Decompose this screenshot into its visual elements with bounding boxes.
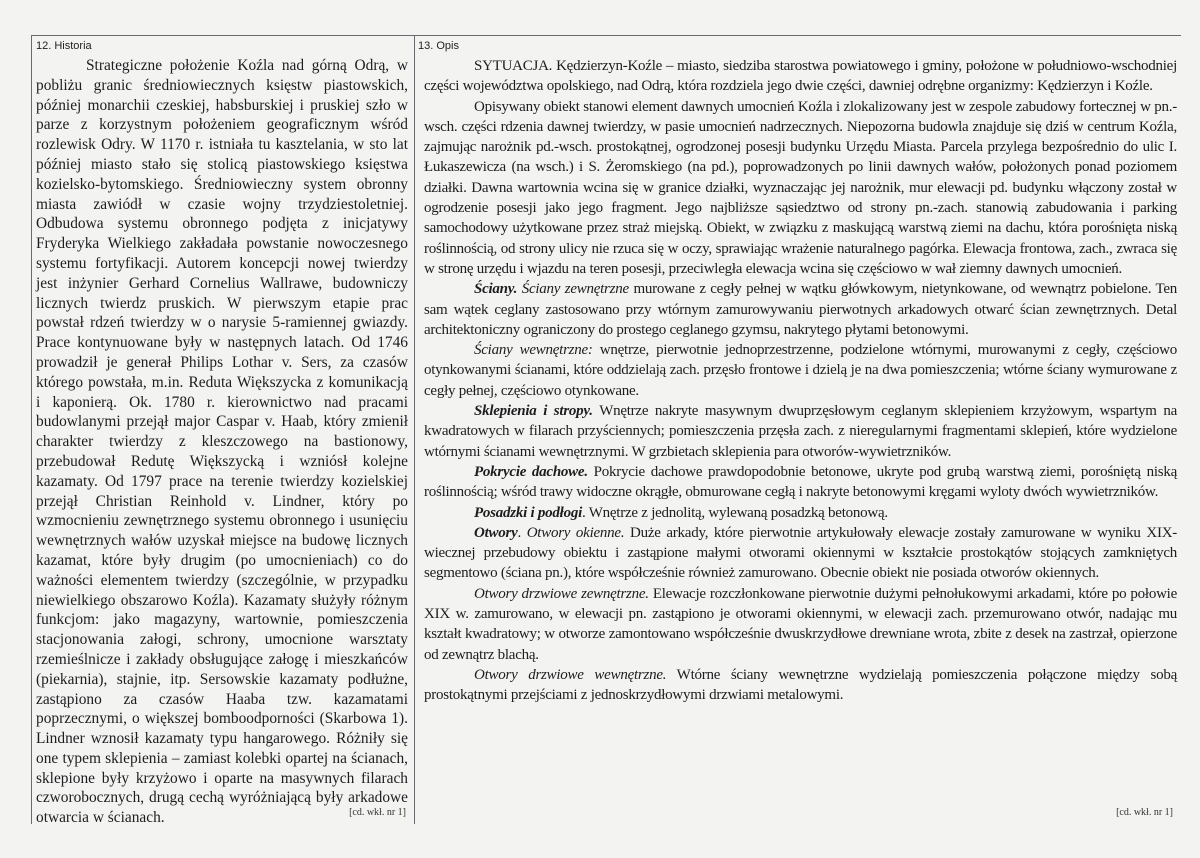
paragraph bbox=[424, 584, 1177, 665]
historia-text bbox=[36, 56, 408, 828]
paragraph-heading: Sklepienia i stropy. bbox=[474, 403, 593, 420]
paragraph bbox=[424, 401, 1177, 462]
paragraph-text: . Wnętrze z jednolitą, wylewaną posadzką betonową. bbox=[582, 504, 888, 521]
paragraph bbox=[424, 462, 1177, 503]
paragraph-text: Pokrycie dachowe prawdopodobnie betonowe, ukryte pod grubą warstwą ziemi, porośniętą niską roślinnością; wśród trawy widoczne okrągłe, obmurowane cegłą i nakryte betonowymi kręgami wyloty dwóch wywietrzników. bbox=[424, 463, 1177, 501]
paragraph-heading: Ściany zewnętrzne bbox=[521, 281, 629, 298]
continuation-note: [cd. wkł. nr 1] bbox=[1116, 807, 1173, 818]
paragraph-heading: Otwory okienne. bbox=[526, 524, 625, 541]
paragraph bbox=[424, 665, 1177, 706]
section-header: 13. Opis bbox=[418, 40, 459, 52]
paragraph bbox=[424, 97, 1177, 280]
paragraph-text: Strategiczne położenie Koźla nad górną Odrą, w pobliżu granic średniowiecznych księstw piastowskich, później monarchii czeskiej, habsburskiej i pruskiej szło w parze z korzystnym położeniem geograficznym wśród rozlewisk Odry. W 1170 r. istniała tu kasztelania, w sto lat później miasto stało się stolicą piastowskiego księstwa kozielsko-bytomskiego. Średniowieczny system obronny miasta zawiódł w czasie wojny trzydziestoletniej. Odbudowa systemu obronnego podjęta z inicjatywy Fryderyka Wielkiego zakładała powstanie nowoczesnego systemu fortyfikacji. Autorem koncepcji nowej twierdzy jest inżynier Gerhard Cornelius Wallrawe, budowniczy licznych twierdz pruskich. W pierwszym etapie prac powstał rdzeń twierdzy w o narysie 5-ramiennej gwiazdy. Prace kontynuowane były w następnych latach. Od 1746 prowadził je generał Philips Lothar v. Sers, za czasów którego powstała, m.in. Reduta Większycka z komunikacją i kaponierą. Ok. 1780 r. kierownictwo nad pracami budowlanymi przejął major Caspar v. Haab, który zmienił charakter twierdzy z kleszczowego na bastionowy, przebudował Redutę Większycką i wzniósł kolejne kazamaty. Od 1797 prace na terenie twierdzy kozielskiej przejął Christian Reinhold v. Lindner, który po wzmocnieniu zewnętrznego systemu obronnego i usunięciu wewnętrznych wałów uzyskał miejsce na budowę licznych kazamat, które były drugim (po umocnieniach) co do ważności elementem twierdzy (szczególnie, w przypadku niewielkiego obszarowo Koźla). Kazamaty służyły różnym funkcjom: jako magazyny, wartownie, pomieszczenia stacjonowania załogi, schrony, umocnione warsztaty rzemieślnicze i zakłady obsługujące załogę i mieszkańców (piekarnia), stajnie, itp. Sersowskie kazamaty podłużne, zastąpiono za czasów Haaba tzw. kazamatami poprzecznymi, o większej bomboodporności (Skarbowa 1). Lindner wznosił kazamaty typu hangarowego. Różniły się one typem sklepienia – zamiast kolebki opartej na ścianach, sklepione były krzyżowo i oparte na masywnych filarach czworobocznych, drugą cechą wyróżniającą były arkadowe otwarcia w ścianach. bbox=[36, 57, 408, 827]
paragraph-heading: Ściany wewnętrzne: bbox=[474, 342, 593, 359]
paragraph bbox=[36, 56, 408, 828]
paragraph-heading: Otwory drzwiowe zewnętrzne. bbox=[474, 585, 649, 602]
paragraph-text: SYTUACJA. Kędzierzyn-Koźle – miasto, siedziba starostwa powiatowego i gminy, położone w południowo-wschodniej części województwa opolskiego, nad Odrą, która rozdziela jego dwie części, dawniej odrębne organizmy: Kędzierzyn i Koźle. bbox=[424, 58, 1177, 95]
paragraph-heading: Posadzki i podłogi bbox=[474, 504, 583, 521]
section-opis bbox=[414, 36, 1181, 824]
opis-text bbox=[424, 56, 1177, 706]
section-historia bbox=[31, 36, 415, 827]
paragraph-text: wnętrze, pierwotnie jednoprzestrzenne, podzielone wtórnymi, murowanymi z cegły, częściowo otynkowanymi ścianami, które oddzielają zach. przęsło frontowe i dzielą je na dwa pomieszczenia; wtórne ściany wymurowane z cegły pełnej, częściowo otynkowane. bbox=[424, 342, 1178, 399]
paragraph bbox=[424, 279, 1177, 340]
paragraph bbox=[424, 523, 1177, 584]
continuation-note: [cd. wkł. nr 1] bbox=[349, 807, 406, 818]
section-header: 12. Historia bbox=[36, 40, 92, 52]
paragraph-heading: Otwory drzwiowe wewnętrzne. bbox=[474, 666, 667, 683]
document-form bbox=[31, 35, 1181, 827]
paragraph-text: Wnętrze nakryte masywnym dwuprzęsłowym ceglanym sklepieniem krzyżowym, wspartym na kwadratowych w filarach przyściennych; pomieszczenia przęsła zach. z nieregularnymi fragmentami sklepień, które wydzielone wtórnymi ścianami wewnętrznymi. W grzbietach sklepienia para otworów-wywietrzników. bbox=[424, 403, 1177, 460]
paragraph-heading: Pokrycie dachowe. bbox=[474, 463, 588, 480]
paragraph bbox=[424, 503, 1177, 523]
paragraph-text: murowane z cegły pełnej w wątku główkowym, nietynkowane, od wewnątrz pobielone. Ten sam wątek ceglany zastosowano przy wtórnym zamurowywaniu pierwotnych arkadowych otwarć ścian zewnętrznych. Detal architektoniczny ograniczony do prostego ceglanego gzymsu, nakrytego płytami betonowymi. bbox=[424, 281, 1178, 338]
paragraph bbox=[424, 56, 1177, 97]
paragraph-text: Elewacje rozczłonkowane pierwotnie dużymi pełnołukowymi arkadami, które po połowie XIX w. zamurowano, w elewacji pn. zastąpiono je otworami okiennymi, w elewacji zach. przemurowano otwór, nadając mu kształt kwadratowy; w otworze zamontowano współcześnie dwuskrzydłowe drewniane wrota, zbite z desek na zastrzał, opierzone od zewnątrz blachą. bbox=[424, 585, 1177, 663]
paragraph-text: . bbox=[517, 524, 527, 541]
paragraph-text: Duże arkady, które pierwotnie artykułowały elewacje zostały zamurowane w wyniku XIX-wiecznej przebudowy obiektu i zastąpione małymi otworami okiennymi w kształcie prostokątów stojących zamkniętych segmentowo (ściana pn.), które współcześnie również zamurowano. Obecnie obiekt nie posiada otworów okiennych. bbox=[424, 524, 1178, 582]
paragraph-heading: Otwory bbox=[474, 524, 518, 541]
paragraph bbox=[424, 340, 1177, 401]
paragraph-text: Wtórne ściany wewnętrzne wydzielają pomieszczenia połączone między sobą prostokątnymi przejściami z jednoskrzydłowymi drzwiami metalowymi. bbox=[424, 666, 1177, 704]
paragraph-heading: Ściany. bbox=[474, 281, 518, 298]
paragraph-text: Opisywany obiekt stanowi element dawnych umocnień Koźla i zlokalizowany jest w zespole zabudowy fortecznej w pn.-wsch. części rdzenia dawnej twierdzy, w pasie umocnień nadrzecznych. Niepozorna budowla znajduje się dziś w centrum Koźla, zajmując narożnik pd.-wsch. prostokątnej, ogrodzonej posesji budynku Urzędu Miasta. Parcela przylega bezpośrednio do ulic I. Łukaszewicza (na wsch.) i S. Żeromskiego (na pd.), poprowadzonych po linii dawnych wałów, położonych ponad poziomem działki. Dawna wartownia wcina się w granice działki, wyznaczając jej narożnik, mur elewacji pd. budynku włączony został w ogrodzenie posesji jako jego fragment. Jego najbliższe sąsiedztwo od strony pn.-zach. stanowią zabudowania i parking samochodowy użytkowane przez straż miejską. Obiekt, w związku z maskującą warstwą ziemi na dachu, która porośnięta niską roślinnością, od strony ulicy nie rzuca się w oczy, sprawiając wrażenie naturalnego pagórka. Elewacja frontowa, zach., zwraca się w stronę urzędu i wjazdu na teren posesji, przeciwległa elewacja wcina się częściowo w wał ziemny dawnych umocnień. bbox=[424, 98, 1177, 277]
